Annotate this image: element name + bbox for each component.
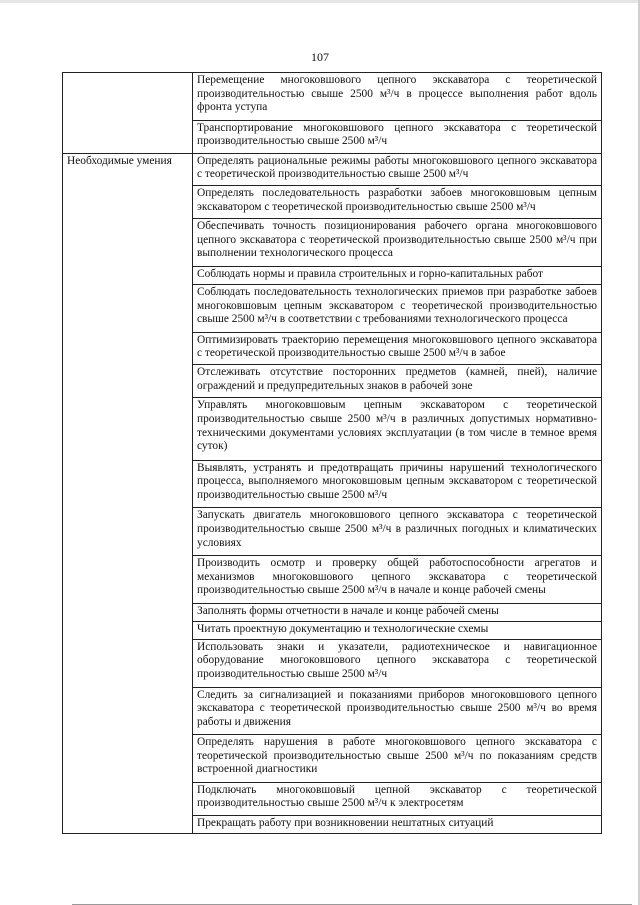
list-item: Заполнять формы отчетности в начале и конце рабочей смены bbox=[193, 603, 602, 621]
list-item: Управлять многоковшовым цепным экскаватором с теоретической производительностью свыше 2500 м³/ч в различных допустимых нормативно-техническими документами условиях эксплуатации (в том числе в темное время суток) bbox=[193, 398, 602, 460]
list-item: Соблюдать последовательность технологических приемов при разработке забоев многоковшовым цепным экскаватором с теоретической производительностью свыше 2500 м³/ч в соответствии с требованиями технологического процесса bbox=[193, 284, 602, 332]
section-label: Необходимые умения bbox=[63, 153, 193, 833]
list-item: Транспортирование многоковшового цепного экскаватора с теоретической производительностью свыше 2500 м³/ч bbox=[193, 120, 602, 153]
table-row bbox=[63, 73, 602, 121]
list-item: Использовать знаки и указатели, радиотехническое и навигационное оборудование многоковшового цепного экскаватора с теоретической производительностью свыше 2500 м³/ч bbox=[193, 639, 602, 687]
list-item: Определять рациональные режимы работы многоковшового цепного экскаватора с теоретической производительностью свыше 2500 м³/ч bbox=[193, 153, 602, 186]
list-item: Отслеживать отсутствие посторонних предметов (камней, пней), наличие ограждений и предупредительных знаков в рабочей зоне bbox=[193, 365, 602, 398]
list-item: Перемещение многоковшового цепного экскаватора с теоретической производительностью свыше 2500 м³/ч в процессе выполнения работ вдоль фронта уступа bbox=[193, 73, 602, 121]
list-item: Читать проектную документацию и технологические схемы bbox=[193, 621, 602, 639]
list-item: Выявлять, устранять и предотвращать причины нарушений технологического процесса, выполняемого многоковшовым цепным экскаватором с теоретической производительностью свыше 2500 м³/ч bbox=[193, 460, 602, 508]
list-item: Производить осмотр и проверку общей работоспособности агрегатов и механизмов многоковшового цепного экскаватора с теоретической производительностью свыше 2500 м³/ч в начале и конце рабочей смены bbox=[193, 556, 602, 604]
list-item: Определять последовательность разработки забоев многоковшовым цепным экскаватором с теоретической производительностью свыше 2500 м³/ч bbox=[193, 186, 602, 219]
list-item: Запускать двигатель многоковшового цепного экскаватора с теоретической производительностью свыше 2500 м³/ч в различных погодных и климатических условиях bbox=[193, 508, 602, 556]
table-row bbox=[63, 153, 602, 186]
list-item: Обеспечивать точность позиционирования рабочего органа многоковшового цепного экскаватора с теоретической производительностью свыше 2500 м³/ч при выполнении технологического процесса bbox=[193, 219, 602, 267]
list-item: Следить за сигнализацией и показаниями приборов многоковшового цепного экскаватора с теоретической производительностью свыше 2500 м³/ч во время работы и движения bbox=[193, 687, 602, 735]
list-item: Соблюдать нормы и правила строительных и горно-капитальных работ bbox=[193, 266, 602, 284]
section-label bbox=[63, 73, 193, 154]
page-edge bbox=[0, 0, 640, 3]
list-item: Определять нарушения в работе многоковшового цепного экскаватора с теоретической производительностью свыше 2500 м³/ч по показаниям средств встроенной диагностики bbox=[193, 735, 602, 783]
page-number: 107 bbox=[311, 50, 329, 64]
list-item: Прекращать работу при возникновении нештатных ситуаций bbox=[193, 815, 602, 833]
list-item: Подключать многоковшовый цепной экскаватор с теоретической производительностью свыше 2500 м³/ч к электросетям bbox=[193, 782, 602, 815]
requirements-table-body bbox=[63, 73, 602, 834]
requirements-table bbox=[62, 72, 602, 834]
list-item: Оптимизировать траекторию перемещения многоковшового цепного экскаватора с теоретической производительностью свыше 2500 м³/ч в забое bbox=[193, 332, 602, 365]
